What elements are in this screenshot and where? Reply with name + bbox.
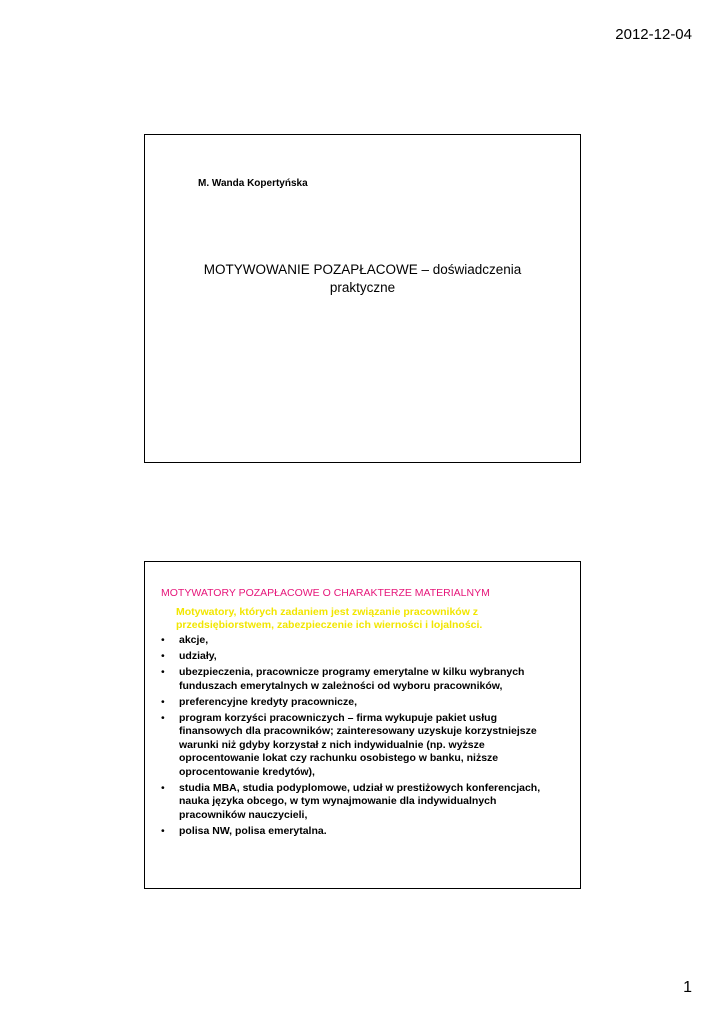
list-item <box>161 650 561 664</box>
list-item <box>161 634 561 648</box>
bullet-icon: • <box>161 666 165 678</box>
list-item-text: ubezpieczenia, pracownicze programy emerytalne w kilku wybranych funduszach emerytalnych w zależności od wyboru pracowników, <box>179 666 525 692</box>
list-item-text: udziały, <box>179 650 217 662</box>
bullet-list <box>161 634 561 841</box>
list-item-text: program korzyści pracowniczych – firma wykupuje pakiet usług finansowych dla pracowników; zainteresowany uzyskuje korzystniejsze warunki niż gdyby korzystał z nich indywidualnie (np. wyższe oprocentowanie lokat czy rachunku osobistego w banku, niższe oprocentowanie kredytów), <box>179 711 537 778</box>
bullet-icon: • <box>161 650 165 662</box>
presentation-title <box>165 261 560 297</box>
list-item <box>161 825 561 839</box>
list-item <box>161 696 561 710</box>
title-line-2: praktyczne <box>329 280 396 295</box>
page-number: 1 <box>683 979 692 996</box>
intro-line-1: Motywatory, których zadaniem jest związanie pracowników z <box>176 606 479 618</box>
list-item-text: preferencyjne kredyty pracownicze, <box>179 695 357 708</box>
page-date: 2012-12-04 <box>615 26 692 43</box>
bullet-icon: • <box>161 711 165 724</box>
list-item-text: polisa NW, polisa emerytalna. <box>179 824 327 837</box>
author-name: M. Wanda Kopertyńska <box>198 178 308 189</box>
intro-line-2: przedsiębiorstwem, zabezpieczenie ich wierności i lojalności. <box>176 619 483 631</box>
list-item <box>161 712 561 780</box>
bullet-icon: • <box>161 634 165 646</box>
bullet-icon: • <box>161 695 165 708</box>
bullet-icon: • <box>161 824 165 837</box>
title-line-1: MOTYWOWANIE POZAPŁACOWE – doświadczenia <box>203 262 522 277</box>
list-item-text: akcje, <box>179 634 209 646</box>
slide-2 <box>144 561 581 889</box>
list-item <box>161 666 561 693</box>
slide-1 <box>144 134 581 463</box>
list-item-text: studia MBA, studia podyplomowe, udział w prestiżowych konferencjach, nauka języka obcego, w tym wynajmowanie dla indywidualnych pracowników nauczycieli, <box>179 781 541 821</box>
list-item <box>161 782 561 823</box>
bullet-icon: • <box>161 781 165 794</box>
slide-intro <box>176 606 566 632</box>
slide-heading: MOTYWATORY POZAPŁACOWE O CHARAKTERZE MATERIALNYM <box>161 587 490 599</box>
